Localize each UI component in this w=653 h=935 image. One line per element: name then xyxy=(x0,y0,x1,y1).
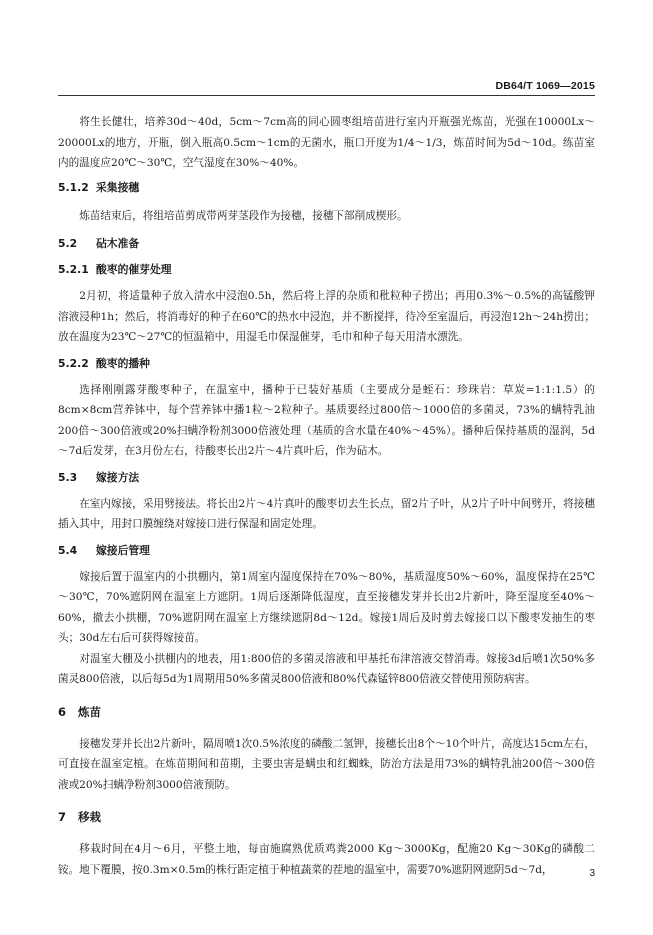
heading-6 xyxy=(58,702,595,722)
heading-title: 炼苗 xyxy=(78,704,101,719)
heading-5-2 xyxy=(58,234,595,254)
heading-title: 移栽 xyxy=(78,810,101,824)
heading-number: 5.3 xyxy=(58,470,78,484)
heading-5-1-2 xyxy=(58,178,595,198)
heading-title: 嫁接后管理 xyxy=(96,543,150,557)
paragraph-transplant: 移栽时间在4月～6月，平整土地，每亩施腐熟优质鸡粪2000 Kg～3000Kg，配施20 Kg～30Kg的磷酸二铵。地下覆膜，按0.3m×0.5m的株行距定植于种植蔬菜的茬地的温室中，需要70%遮阴网遮阴5d～7d， xyxy=(58,843,595,876)
paragraph-post-graft: 嫁接后置于温室内的小拱棚内，第1周室内湿度保持在70%～80%，基质湿度50%～60%，温度保持在25℃～30℃，70%遮阴网在温室上方遮阴。1周后逐渐降低湿度，直至接穗发芽并长出2片新叶，降至湿度至40%～60%，撤去小拱棚，70%遮阴网在温室上方继续遮阴8d～12d。嫁接1周后及时剪去嫁接口以下酸枣发抽生的枣头；30d左右后可获得嫁接苗。 xyxy=(58,570,595,644)
page-body xyxy=(58,112,595,880)
paragraph-training: 将生长健壮，培养30d～40d，5cm～7cm高的同心圆枣组培苗进行室内开瓶强光炼苗，光强在10000Lx～20000Lx的地方，开瓶，倒入瓶高0.5cm～1cm的无菌水，瓶口开度为1/4～1/3，炼苗时间为5d～10d。练苗室内的温度应20℃～30℃，空气湿度在30%～40%。 xyxy=(58,116,595,169)
heading-number: 5.1.2 xyxy=(58,180,89,194)
heading-title: 酸枣的催芽处理 xyxy=(96,263,172,276)
paragraph-disinfection: 对温室大棚及小拱棚内的地表，用1:800倍的多菌灵溶液和甲基托布津溶液交替消毒。嫁接3d后喷1次50%多菌灵800倍液，以后每5d为1周期用50%多菌灵800倍液和80%代森锰锌800倍液交替使用预防病害。 xyxy=(58,652,595,685)
heading-number: 5.2 xyxy=(58,237,78,250)
heading-number: 7 xyxy=(58,810,67,824)
heading-number: 5.4 xyxy=(58,543,78,557)
paragraph-germination: 2月初，将适量种子放入清水中浸泡0.5h，然后将上浮的杂质和秕粒种子捞出；再用0.3%～0.5%的高锰酸钾溶液浸种1h；然后，将消毒好的种子在60℃的热水中浸泡，并不断搅拌，待冷至室温后，再浸泡12h～24h捞出；放在温度为23℃～27℃的恒温箱中，用湿毛巾保湿催芽，毛巾和种子每天用清水漂洗。 xyxy=(58,290,595,343)
paragraph-sowing: 选择刚刚露芽酸枣种子，在温室中，播种于已装好基质（主要成分是蛭石：珍珠岩：草炭=1:1:1.5）的8cm×8cm营养钵中，每个营养钵中播1粒～2粒种子。基质要经过800倍～1000倍的多菌灵，73%的螨特乳油200倍～300倍液或20%扫螨净粉剂3000倍液处理（基质的含水量在40%～45%）。播种后保持基质的湿润，5d～7d后发芽，在3月份左右，待酸枣长出2片～4片真叶后，作为砧木。 xyxy=(58,383,595,457)
heading-title: 嫁接方法 xyxy=(96,470,140,484)
heading-number: 5.2.1 xyxy=(58,263,89,276)
heading-7 xyxy=(58,807,595,827)
header-rule xyxy=(58,95,595,96)
heading-5-2-2 xyxy=(58,354,595,374)
heading-title: 砧木准备 xyxy=(96,237,140,250)
heading-5-3 xyxy=(58,468,595,488)
paragraph-hardening: 接穗发芽并长出2片新叶，隔周喷1次0.5%浓度的磷酸二氢钾，接穗长出8个～10个叶片，高度达15cm左右，可直接在温室定植。在炼苗期间和苗期，主要虫害是螨虫和红蜘蛛，防治方法是用73%的螨特乳油200倍～300倍液或20%扫螨净粉剂3000倍液预防。 xyxy=(58,737,595,791)
heading-title: 酸枣的播种 xyxy=(96,356,150,370)
document-code: DB64/T 1069—2015 xyxy=(495,80,595,92)
paragraph-scion: 炼苗结束后，将组培苗剪成带两芽茎段作为接穗，接穗下部削成楔形。 xyxy=(79,209,408,222)
heading-5-4 xyxy=(58,541,595,561)
heading-5-2-1 xyxy=(58,260,595,280)
heading-number: 5.2.2 xyxy=(58,356,89,370)
paragraph-grafting: 在室内嫁接，采用劈接法。将长出2片～4片真叶的酸枣切去生长点，留2片子叶，从2片子叶中间劈开，将接穗插入其中，用封口膜缠绕对嫁接口进行保湿和固定处理。 xyxy=(58,497,595,530)
heading-number: 6 xyxy=(58,704,67,719)
page-number: 3 xyxy=(589,868,595,879)
heading-title: 采集接穗 xyxy=(96,180,140,194)
